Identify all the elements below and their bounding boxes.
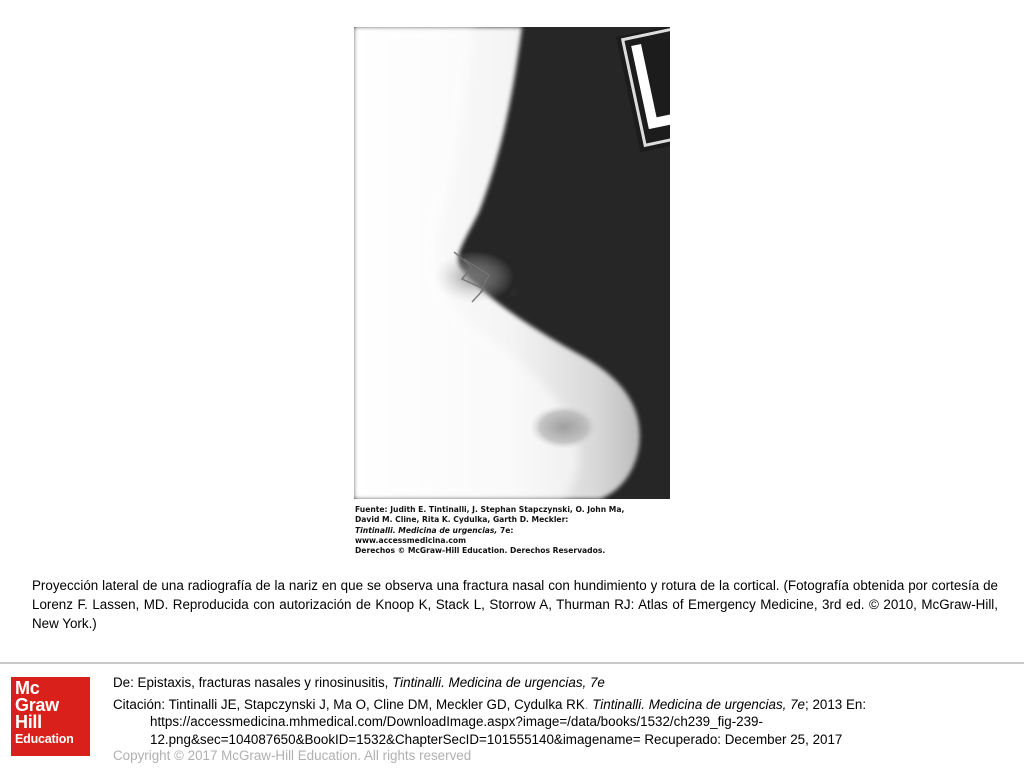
citation-year: ; 2013 En: xyxy=(805,696,867,712)
source-line-1: Fuente: Judith E. Tintinalli, J. Stephan Stapczynski, O. John Ma, xyxy=(355,505,625,514)
source-line-4: www.accessmedicina.com xyxy=(355,535,467,545)
citation-line-1 xyxy=(113,696,1013,714)
source-line-2: David M. Cline, Rita K. Cydulka, Garth D. Meckler: xyxy=(355,515,569,525)
xray-image xyxy=(354,27,670,499)
copyright-notice: Copyright © 2017 McGraw-Hill Education. All rights reserved xyxy=(113,748,472,763)
footer-citation-block xyxy=(113,674,1013,765)
from-prefix: De: Epistaxis, fracturas nasales y rinosinusitis, xyxy=(113,675,393,690)
from-book-title: Tintinalli. Medicina de urgencias, 7e xyxy=(392,675,605,690)
figure-source-caption xyxy=(354,499,670,563)
logo-line-1: Mc xyxy=(15,678,40,698)
footer-divider xyxy=(0,662,1024,664)
figure-description: Proyección lateral de una radiografía de la nariz en que se observa una fractura nasal con hundimiento y rotura de la cortical. (Fotografía obtenida por cortesía de Lorenz F. Lassen, MD. Reproducida con autorización de Knoop K, Stack L, Storrow A, Thurman RJ: Atlas of Emergency Medicine, 3rd ed. © 2010, McGraw-Hill, New York.) xyxy=(32,578,998,631)
source-line-3 xyxy=(355,526,670,536)
citation-url-rest[interactable]: 12.png&sec=104087650&BookID=1532&ChapterSecID=101555140&imagename= xyxy=(150,731,641,747)
logo-line-2: Graw xyxy=(15,695,59,715)
citation-authors: Citación: Tintinalli JE, Stapczynski J, Ma O, Cline DM, Meckler GD, Cydulka RK xyxy=(113,696,585,712)
citation xyxy=(113,696,1013,749)
xray-nasal-lateral-icon xyxy=(354,27,670,499)
citation-url-line-1[interactable]: https://accessmedicina.mhmedical.com/DownloadImage.aspx?image=/data/books/1532/ch239_fig-239- xyxy=(150,714,763,729)
source-book-title: Tintinalli. Medicina de urgencias, xyxy=(355,525,498,535)
citation-separator: . xyxy=(584,696,593,712)
mcgraw-hill-education-logo xyxy=(11,677,90,756)
citation-retrieved: Recuperado: December 25, 2017 xyxy=(640,731,843,747)
logo-line-4: Education xyxy=(15,732,74,746)
footer-from-line xyxy=(113,674,1013,692)
source-book-edition: 7e: xyxy=(497,525,514,535)
logo-line-3: Hill xyxy=(15,712,42,732)
citation-title: Tintinalli. Medicina de urgencias, 7e xyxy=(592,696,806,712)
source-line-5: Derechos © McGraw-Hill Education. Derechos Reservados. xyxy=(355,546,606,556)
citation-url-line-2 xyxy=(113,731,1013,749)
